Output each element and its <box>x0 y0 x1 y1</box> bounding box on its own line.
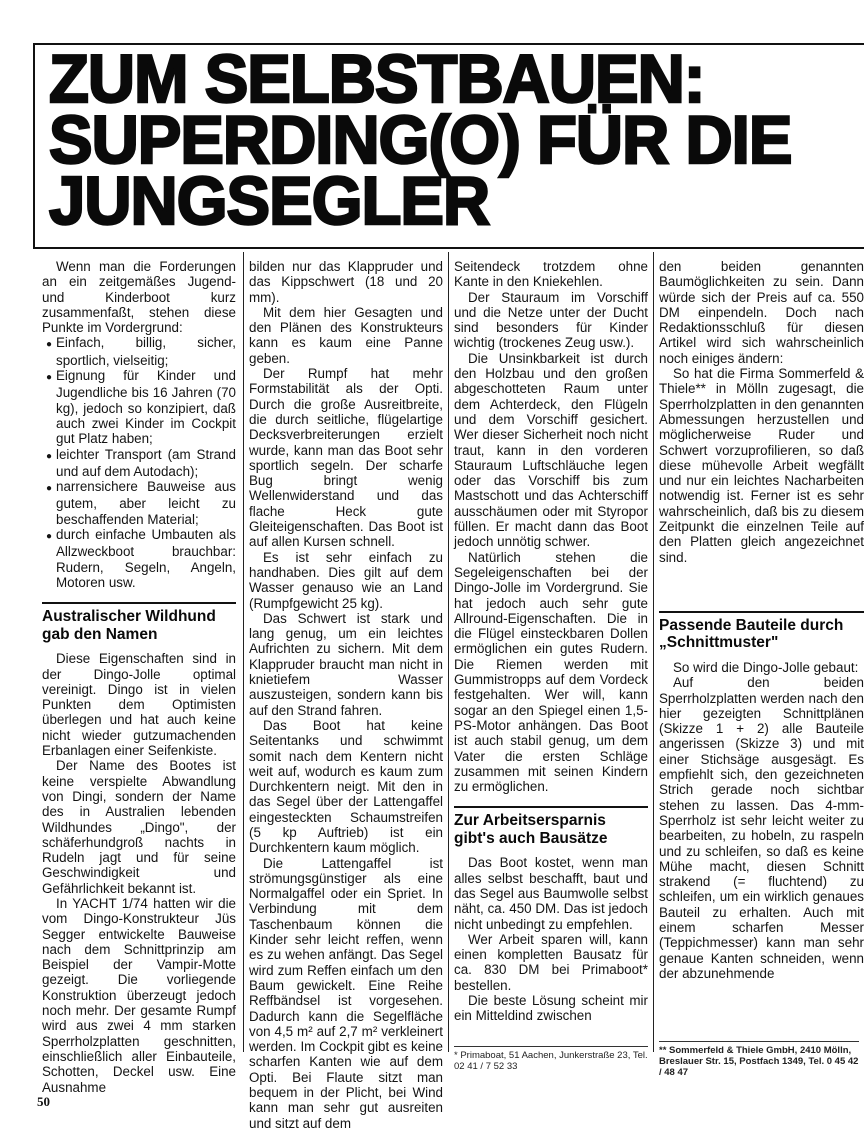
bullet-item: ● narrensichere Bauweise aus gutem, aber leicht zu beschaffenden Material; <box>42 479 236 527</box>
page-number: 50 <box>37 1094 50 1109</box>
paragraph: Auf den beiden Sperrholzplatten werden nach den hier gezeigten Schnittplänen (Skizze 1 + 2) alle Bauteile angerissen (Skizze 3) und mit einer Stichsäge ausgesägt. Es empfiehlt sich, den gezeichneten Strich gerade noch sichtbar stehen zu lassen. Das 4-mm-Sperrholz ist sehr leicht weiter zu bearbeiten, zu hobeln, zu raspeln und zu schleifen, so daß es keine Mühe macht, diesen Schnitt strakend (= fluchtend) zu schleifen, um ein wirklich genaues Bauteil zu erhalten. Auch mit einem scharfen Messer (Teppichmesser) kann man sehr genaue Kanten schneiden, wenn der abzunehmende <box>659 675 864 981</box>
bullet-item: ● Eignung für Kinder und Jugendliche bis 16 Jahren (70 kg), jedoch so konzipiert, daß auch zwei Kinder im Cockpit gut Platz haben; <box>42 368 236 446</box>
bullet-item: ● leichter Transport (am Strand und auf dem Autodach); <box>42 447 236 480</box>
headline-line-3: JUNGSEGLER <box>49 163 490 239</box>
paragraph: Die Unsinkbarkeit ist durch den Holzbau und den großen abgeschotteten Raum unter dem Achterdeck, den Flügeln und dem Vorschiff gesichert. Wer dieser Sicherheit noch nicht traut, kann in den vorderen Stauraum Luftschläuche legen oder das Vorschiff bis zum Mastschott und das Achterschiff ausschäumen oder mit Styropor füllen. Er macht dann das Boot jedoch unnötig schwer. <box>454 350 648 550</box>
subheading: Passende Bauteile durch „Schnittmuster" <box>659 611 864 652</box>
footnote: * Primaboat, 51 Aachen, Junkerstraße 23, Tel. 02 41 / 7 52 33 <box>454 1046 648 1072</box>
paragraph: Das Boot kostet, wenn man alles selbst beschafft, baut und das Segel aus Baumwolle selbst näht, ca. 450 DM. Das ist jedoch nicht unbedingt zu empfehlen. <box>454 855 648 932</box>
column-divider <box>653 252 654 1052</box>
column-3 <box>454 259 648 1029</box>
subheading: Australischer Wildhund gab den Namen <box>42 602 236 643</box>
paragraph: Die Lattengaffel ist strömungsgünstiger als eine Normalgaffel oder ein Spriet. In Verbindung mit dem Taschenbaum können die Kinder sehr leicht reffen, wenn es zu wehen anfängt. Das Segel wird zum Reffen einfach um den Baum gewickelt. Eine Reihe Reffbändsel ist vorgesehen. Dadurch kann die Segelfläche von 4,5 m² auf 2,7 m² verkleinert werden. Im Cockpit gibt es keine scharfen Kanten wie auf dem Opti. Bei Flaute sitzt man bequem in der Plicht, bei Wind kann man sehr gut ausreiten und sitzt auf dem <box>249 855 443 1131</box>
paragraph: Der Stauraum im Vorschiff und die Netze unter der Ducht sind besonders für Kinder wichtig (trockenes Zeug usw.). <box>454 289 648 351</box>
paragraph: So hat die Firma Sommerfeld & Thiele** in Mölln zugesagt, die Sperrholzplatten in den genannten Abmessungen herzustellen und möglicherweise Ruder und Schwert vorzuprofilieren, so daß diese mühevolle Arbeit wegfällt und nur ein leichtes Nacharbeiten notwendig ist. Ferner ist es sehr wahrscheinlich, daß bis zu diesem Zeitpunkt die einzelnen Teile auf den Platten gleich angezeichnet sind. <box>659 366 864 565</box>
subheading: Zur Arbeitsersparnis gibt's auch Bausätze <box>454 806 648 847</box>
paragraph: bilden nur das Klappruder und das Kippschwert (18 und 20 mm). <box>249 259 443 305</box>
paragraph: Wenn man die Forderungen an ein zeitgemäßes Jugend- und Kinderboot kurz zusammenfaßt, stehen diese Punkte im Vordergrund: <box>42 259 236 336</box>
paragraph: Wer Arbeit sparen will, kann einen kompletten Bausatz für ca. 830 DM bei Primaboot* bestellen. <box>454 931 648 993</box>
paragraph: Der Rumpf hat mehr Formstabilität als der Opti. Durch die große Ausreitbreite, die durch seitliche, flügelartige Decksverbreiterungen erzielt wurde, kann man das Boot sehr sportlich segeln. Der scharfe Bug bringt wenig Wellenwiderstand und das flache Heck gute Gleiteigenschaften. Das Boot ist auf allen Kursen schnell. <box>249 366 443 550</box>
headline-line-2: SUPERDING(O) FÜR DIE <box>49 102 792 178</box>
paragraph: Seitendeck trotzdem ohne Kante in den Kniekehlen. <box>454 259 648 290</box>
paragraph: So wird die Dingo-Jolle gebaut: <box>673 659 859 675</box>
footnote: ** Sommerfeld & Thiele GmbH, 2410 Mölln, Breslauer Str. 15, Postfach 1349, Tel. 0 45 42 / 48 47 <box>659 1041 859 1078</box>
bullet-item: ● Einfach, billig, sicher, sportlich, vielseitig; <box>42 335 236 368</box>
paragraph: Das Boot hat keine Seitentanks und schwimmt somit nach dem Kentern nicht weit auf, wodurch es kaum zum Durchkentern neigt. Mit den in das Segel über der Lattengaffel eingesteckten Schaumstreifen (5 kp Auftrieb) ist ein Durchkentern kaum möglich. <box>249 717 443 856</box>
paragraph: Die beste Lösung scheint mir ein Mitteldind zwischen <box>454 993 648 1024</box>
paragraph: den beiden genannten Baumöglichkeiten zu sein. Dann würde sich der Preis auf ca. 550 DM einpendeln. Doch nach Redaktionsschluß für diesen Artikel wird sich wahrscheinlich noch einiges ändern: <box>659 259 864 366</box>
paragraph: Diese Eigenschaften sind in der Dingo-Jolle optimal vereinigt. Dingo ist in vielen Punkten dem Optimisten überlegen und hat auch keine nicht wieder gutzumachenden Erbanlagen einer Seifenkiste. <box>42 651 236 759</box>
paragraph: In YACHT 1/74 hatten wir die vom Dingo-Konstrukteur Jüs Segger entwickelte Bauweise nach dem Schnittprinzip am Beispiel der Vampir-Motte gezeigt. Die vorliegende Konstruktion überzeugt jedoch noch mehr. Der gesamte Rumpf wird aus zwei 4 mm starken Sperrholzplatten geschnitten, einschließlich aller Einbauteile, Schotten, Deckel usw. Eine Ausnahme <box>42 895 236 1095</box>
column-4 <box>659 259 864 1049</box>
column-1 <box>42 259 236 1095</box>
paragraph: Das Schwert ist stark und lang genug, um ein leichtes Aufrichten zu sichern. Mit dem Klappruder braucht man nicht in knietiefem Wasser auszusteigen, sondern kann bis auf den Strand fahren. <box>249 610 443 718</box>
column-2 <box>249 259 443 1131</box>
paragraph: Der Name des Bootes ist keine verspielte Abwandlung von Dingi, sondern der Name des in Australien lebenden Wildhundes „Dingo", der schäferhundgroß nachts in Rudeln jagt und für seine Geschwindigkeit und Gefährlichkeit bekannt ist. <box>42 758 236 896</box>
paragraph: Natürlich stehen die Segeleigenschaften bei der Dingo-Jolle im Vordergrund. Sie hat jedoch auch sehr gute Allround-Eigenschaften. Die in die Flügel einsteckbaren Dollen ermöglichen ein gutes Rudern. Die Riemen werden mit Gummistropps auf dem Vordeck festgehalten. Wer will, kann sogar an den Spiegel einen 1,5-PS-Motor anhängen. Das Boot ist auch stabil genug, um dem Vater die ersten Schläge zusammen mit seinen Kindern zu ermöglichen. <box>454 549 648 795</box>
column-divider <box>243 252 244 1052</box>
headline <box>49 41 836 239</box>
headline-line-1: ZUM SELBSTBAUEN: <box>49 41 705 117</box>
paragraph: Mit dem hier Gesagten und den Plänen des Konstrukteurs kann es kaum eine Panne geben. <box>249 304 443 366</box>
bullet-item: ● durch einfache Umbauten als Allzweckboot brauchbar: Rudern, Segeln, Angeln, Motoren usw. <box>42 527 236 590</box>
paragraph: Es ist sehr einfach zu handhaben. Dies gilt auf dem Wasser genauso wie an Land (Rumpfgewicht 25 kg). <box>249 549 443 611</box>
column-divider <box>448 252 449 1052</box>
headline-box <box>33 43 864 249</box>
